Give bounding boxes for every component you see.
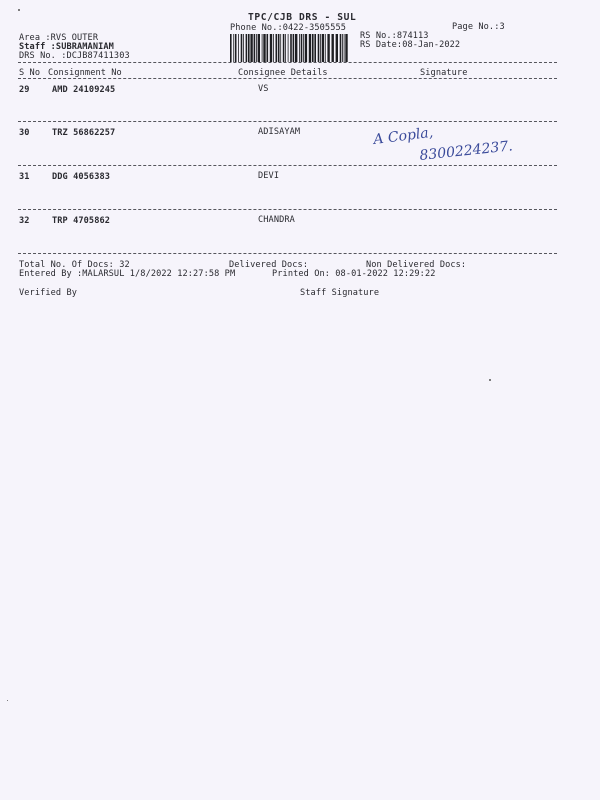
barcode-bar	[233, 34, 234, 62]
barcode-bar	[344, 34, 345, 62]
scan-speck	[489, 379, 491, 381]
row-consignee: DEVI	[258, 171, 280, 181]
staff-signature: Staff Signature	[300, 288, 380, 298]
barcode-bar	[325, 34, 326, 62]
barcode-bar	[336, 34, 338, 62]
printed-on: Printed On: 08-01-2022 12:29:22	[272, 269, 436, 279]
staff-label: Staff :SUBRAMANIAM	[19, 42, 114, 52]
barcode-bar	[258, 34, 260, 62]
barcode-bar	[322, 34, 324, 62]
row-divider	[18, 165, 557, 166]
row-sno: 30	[19, 128, 30, 138]
barcode-bar	[295, 34, 297, 62]
non-delivered-docs: Non Delivered Docs:	[366, 260, 467, 270]
barcode-bar	[243, 34, 244, 62]
barcode-bar	[254, 34, 256, 62]
handwriting-line2: 8300224237.	[418, 138, 514, 164]
col-consignee: Consignee Details	[238, 68, 328, 78]
barcode-bar	[299, 34, 300, 62]
row-consignee: VS	[258, 84, 269, 94]
rs-date: RS Date:08-Jan-2022	[360, 40, 461, 50]
page-number: Page No.:3	[452, 22, 505, 32]
barcode-bar	[270, 34, 272, 62]
row-divider	[18, 209, 557, 210]
row-consignment: TRP 4705862	[52, 216, 111, 226]
phone-number: Phone No.:0422-3505555	[230, 23, 347, 33]
barcode-bar	[342, 34, 343, 62]
row-consignment: DDG 4056383	[52, 172, 111, 182]
barcode-bar	[314, 34, 316, 62]
col-signature: Signature	[420, 68, 468, 78]
row-divider	[18, 121, 557, 122]
header-divider	[18, 62, 557, 63]
barcode-bar	[276, 34, 278, 62]
barcode-bar	[340, 34, 342, 62]
verified-by: Verified By	[19, 288, 78, 298]
row-sno: 32	[19, 216, 30, 226]
barcode-bar	[318, 34, 320, 62]
barcode-bar	[263, 34, 265, 62]
barcode-bar	[293, 34, 295, 62]
barcode-bar	[238, 34, 239, 62]
row-consignee: CHANDRA	[258, 215, 295, 225]
barcode-bar	[262, 34, 263, 62]
scan-speck	[18, 9, 20, 11]
barcode-bar	[256, 34, 257, 62]
barcode-bar	[267, 34, 269, 62]
barcode-bar	[303, 34, 304, 62]
barcode-bar	[278, 34, 280, 62]
col-s-no: S No	[19, 68, 41, 78]
rs-number: RS No.:874113	[360, 31, 429, 41]
col-consignment: Consignment No	[48, 68, 122, 78]
barcode-bar	[273, 34, 274, 62]
barcode-bar	[309, 34, 311, 62]
barcode-bar	[235, 34, 237, 62]
barcode-bar	[285, 34, 286, 62]
barcode-bar	[246, 34, 248, 62]
barcode-bar	[283, 34, 285, 62]
barcode-bar	[230, 34, 232, 62]
delivered-docs: Delivered Docs:	[229, 260, 309, 270]
barcode-bar	[345, 34, 347, 62]
barcode-bar	[241, 34, 243, 62]
barcode-bar	[288, 34, 289, 62]
barcode-bar	[301, 34, 303, 62]
row-consignment: AMD 24109245	[52, 85, 116, 95]
barcode-image	[228, 34, 352, 62]
barcode-bar	[250, 34, 252, 62]
barcode-bar	[305, 34, 307, 62]
scan-speck	[7, 700, 8, 701]
document-title: TPC/CJB DRS - SUL	[248, 12, 357, 23]
barcode-bar	[248, 34, 250, 62]
table-end-divider	[18, 253, 557, 254]
area-label: Area :RVS OUTER	[19, 33, 99, 43]
row-consignment: TRZ 56862257	[52, 128, 116, 138]
column-divider	[18, 78, 557, 79]
row-sno: 29	[19, 85, 30, 95]
total-docs: Total No. Of Docs: 32	[19, 260, 130, 270]
row-sno: 31	[19, 172, 30, 182]
barcode-bar	[332, 34, 334, 62]
row-consignee: ADISAYAM	[258, 127, 301, 137]
handwritten-signature	[370, 124, 550, 168]
barcode-bar	[312, 34, 314, 62]
barcode-bar	[290, 34, 292, 62]
handwriting-line1: A Copla,	[372, 124, 434, 148]
barcode-bar	[320, 34, 321, 62]
entered-by: Entered By :MALARSUL 1/8/2022 12:27:58 PM	[19, 269, 236, 279]
barcode-bar	[280, 34, 281, 62]
barcode-bar	[327, 34, 329, 62]
drs-number: DRS No. :DCJB87411303	[19, 51, 130, 61]
